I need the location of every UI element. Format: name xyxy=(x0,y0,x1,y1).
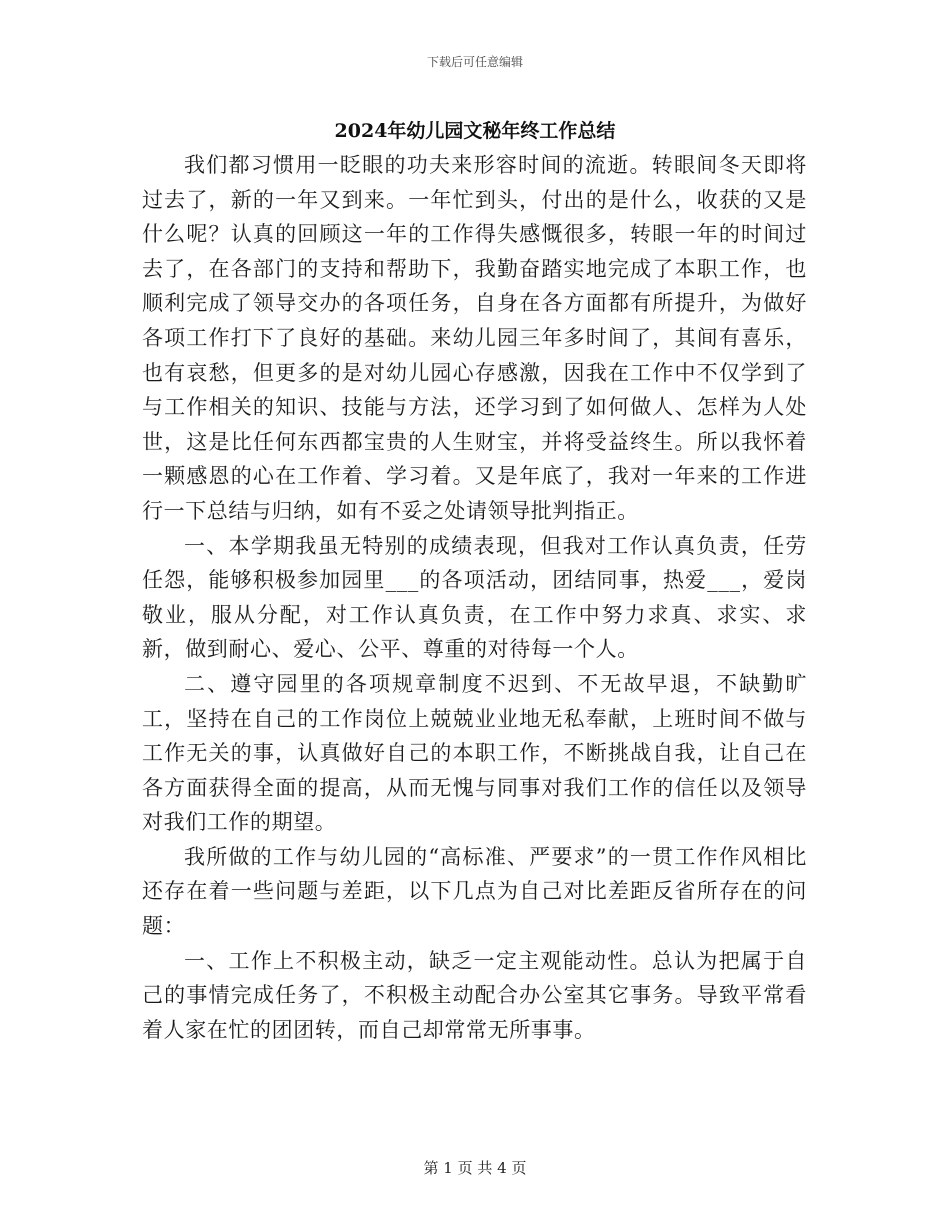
paragraph-section-2: 二、遵守园里的各项规章制度不迟到、不无故早退，不缺勤旷工，坚持在自己的工作岗位上兢兢业业地无私奉献，上班时间不做与工作无关的事，认真做好自己的本职工作，不断挑战自我，让自己在各方面获得全面的提高，从而无愧与同事对我们工作的信任以及领导对我们工作的期望。 xyxy=(142,671,807,835)
paragraph-problems-intro: 我所做的工作与幼儿园的“高标准、严要求”的一贯工作作风相比还存在着一些问题与差距，以下几点为自己对比差距反省所存在的问题： xyxy=(142,844,807,939)
page-number: 第 1 页 共 4 页 xyxy=(423,1159,527,1177)
document-title: 2024年幼儿园文秘年终工作总结 xyxy=(334,120,616,142)
paragraph-intro: 我们都习惯用一眨眼的功夫来形容时间的流逝。转眼间冬天即将过去了，新的一年又到来。一年忙到头，付出的是什么，收获的又是什么呢？认真的回顾这一年的工作得失感慨很多，转眼一年的时间过去了，在各部门的支持和帮助下，我勤奋踏实地完成了本职工作，也顺利完成了领导交办的各项任务，自身在各方面都有所提升，为做好各项工作打下了良好的基础。来幼儿园三年多时间了，其间有喜乐，也有哀愁，但更多的是对幼儿园心存感激，因我在工作中不仅学到了与工作相关的知识、技能与方法，还学习到了如何做人、怎样为人处世，这是比任何东西都宝贵的人生财宝，并将受益终生。所以我怀着一颗感恩的心在工作着、学习着。又是年底了，我对一年来的工作进行一下总结与归纳，如有不妥之处请领导批判指正。 xyxy=(142,153,807,523)
paragraph-section-1: 一、本学期我虽无特别的成绩表现，但我对工作认真负责，任劳任怨，能够积极参加园里___的各项活动，团结同事，热爱___，爱岗敬业，服从分配，对工作认真负责，在工作中努力求真、求实、求新，做到耐心、爱心、公平、尊重的对待每一个人。 xyxy=(142,533,807,662)
paragraph-problem-1: 一、工作上不积极主动，缺乏一定主观能动性。总认为把属于自己的事情完成任务了，不积极主动配合办公室其它事务。导致平常看着人家在忙的团团转，而自己却常常无所事事。 xyxy=(142,948,807,1042)
page-header-note: 下载后可任意编辑 xyxy=(426,55,523,69)
document-body xyxy=(142,148,807,1047)
